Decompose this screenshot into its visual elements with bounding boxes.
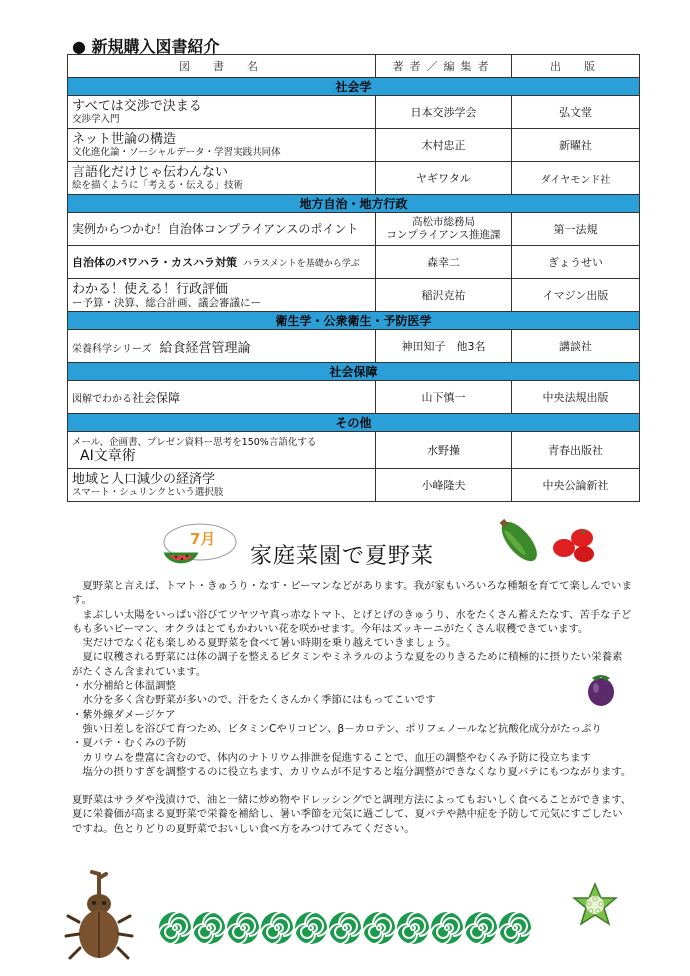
book-title: 自治体のパワハラ・カスハラ対策 bbox=[72, 256, 237, 269]
article-paragraph: 夏野菜と言えば、トマト・きゅうり・なす・ピーマンなどがあります。我が家もいろいろな種類を育てて楽しんでいます。 bbox=[72, 580, 632, 607]
book-publisher: 新曜社 bbox=[512, 129, 640, 162]
table-row bbox=[68, 469, 640, 502]
table-row bbox=[68, 432, 640, 469]
table-row bbox=[68, 381, 640, 414]
book-author: 神田知子 他3名 bbox=[376, 330, 512, 363]
book-subtitle: 交渉学入門 bbox=[72, 113, 120, 125]
book-title: ネット世論の構造 bbox=[72, 131, 177, 147]
book-title-cell bbox=[68, 129, 376, 162]
category-row bbox=[68, 414, 640, 432]
category-row bbox=[68, 363, 640, 381]
book-title-cell bbox=[68, 279, 376, 312]
book-author bbox=[376, 213, 512, 246]
book-publisher: 中央法規出版 bbox=[512, 381, 640, 414]
book-title-cell bbox=[68, 432, 376, 469]
book-author: 山下慎一 bbox=[376, 381, 512, 414]
category-label: その他 bbox=[68, 414, 640, 432]
book-subtitle: 文化進化論・ソーシャルデータ・学習実践共同体 bbox=[72, 146, 281, 158]
article-paragraph: カリウムを豊富に含むので、体内のナトリウム排泄を促進することで、血圧の調整やむくみ予防に役立ちます bbox=[72, 751, 591, 764]
book-author: 稲沢克祐 bbox=[376, 279, 512, 312]
book-series: 栄養科学シリーズ bbox=[72, 343, 152, 355]
article-spacer bbox=[72, 779, 632, 793]
book-publisher: 青春出版社 bbox=[512, 432, 640, 469]
category-row bbox=[68, 312, 640, 330]
article-paragraph: 夏野菜はサラダや浅漬けで、油と一緒に炒め物やドレッシングでと調理方法によってもおいしく食べることができます、夏に栄養価が高まる夏野菜で栄養を補給し、暑い季節を元気に過ごして、夏バテや熱中症を予防して元気にすごしたいですね。色とりどりの夏野菜でおいしい食べ方をみつけてみてください。 bbox=[72, 794, 632, 835]
article-body bbox=[72, 579, 632, 836]
eggplant-icon bbox=[584, 668, 618, 708]
book-author: 日本交渉学会 bbox=[376, 96, 512, 129]
category-label: 地方自治・地方行政 bbox=[68, 195, 640, 213]
month-label: 7月 bbox=[190, 530, 216, 548]
book-title-cell bbox=[68, 213, 376, 246]
beetle-icon bbox=[62, 868, 136, 964]
book-publisher: ダイヤモンド社 bbox=[512, 162, 640, 195]
book-title: AI文章術 bbox=[80, 447, 136, 464]
zucchini-icon bbox=[492, 514, 544, 566]
article-paragraph: 水分を多く含む野菜が多いので、汗をたくさんかく季節にはもってこいです bbox=[72, 694, 436, 707]
article-paragraph: 夏に収穫される野菜には体の調子を整えるビタミンやミネラルのような夏をのりきるために積極的に摂りたい栄養素がたくさん含まれています。 bbox=[72, 651, 623, 678]
category-label: 衛生学・公衆衛生・予防医学 bbox=[68, 312, 640, 330]
book-subtitle: ハラスメントを基礎から学ぶ bbox=[243, 259, 360, 269]
table-row bbox=[68, 213, 640, 246]
book-title-cell bbox=[68, 246, 376, 279]
category-row bbox=[68, 78, 640, 96]
book-title: わかる！使える！行政評価 bbox=[72, 281, 229, 297]
book-title: 給食経営管理論 bbox=[159, 340, 251, 356]
section-title: ● 新規購入図書紹介 bbox=[72, 37, 220, 56]
book-subtitle: メール、企画書、プレゼン資料ー思考を150%言語化する bbox=[72, 436, 317, 448]
book-title-cell bbox=[68, 381, 376, 414]
article-paragraph: ・水分補給と体温調整 bbox=[72, 680, 176, 693]
book-title-cell bbox=[68, 96, 376, 129]
book-publisher: 講談社 bbox=[512, 330, 640, 363]
tomato-icon bbox=[550, 524, 598, 564]
header-author: 著者／編集者 bbox=[376, 55, 512, 78]
header-title: 図 書 名 bbox=[68, 55, 376, 78]
book-publisher: 弘文堂 bbox=[512, 96, 640, 129]
book-subtitle: スマート・シュリンクという選択肢 bbox=[72, 486, 224, 498]
header-publisher: 出 版 bbox=[512, 55, 640, 78]
book-title: 言語化だけじゃ伝わんない bbox=[72, 164, 229, 180]
book-table bbox=[67, 54, 640, 502]
table-row bbox=[68, 279, 640, 312]
book-author: 木村忠正 bbox=[376, 129, 512, 162]
book-publisher: 第一法規 bbox=[512, 213, 640, 246]
book-author: ヤギワタル bbox=[376, 162, 512, 195]
book-author: 森幸二 bbox=[376, 246, 512, 279]
article-paragraph: 強い日差しを浴びて育つため、ビタミンCやリコピン、β－カロテン、ポリフェノールなど抗酸化成分がたっぷり bbox=[72, 722, 602, 735]
article-paragraph: 塩分の摂りすぎを調整するのに役立ちます、カリウムが不足すると塩分調整ができなくなり夏バテにもつながります。 bbox=[72, 765, 632, 778]
table-row bbox=[68, 330, 640, 363]
book-publisher: 中央公論新社 bbox=[512, 469, 640, 502]
book-author: 小峰隆夫 bbox=[376, 469, 512, 502]
article-paragraph: ・夏バテ・むくみの予防 bbox=[72, 737, 187, 750]
table-row bbox=[68, 129, 640, 162]
book-publisher: イマジン出版 bbox=[512, 279, 640, 312]
book-title: 社会保障 bbox=[132, 390, 181, 405]
book-title: 実例からつかむ！自治体コンプライアンスのポイント bbox=[72, 221, 359, 236]
table-header-row bbox=[68, 55, 640, 78]
book-title-cell bbox=[68, 469, 376, 502]
table-row bbox=[68, 246, 640, 279]
table-row bbox=[68, 96, 640, 129]
book-title: すべては交渉で決まる bbox=[72, 98, 202, 114]
article-title: 家庭菜園で夏野菜 bbox=[250, 544, 435, 569]
month-badge bbox=[160, 520, 238, 570]
category-row bbox=[68, 195, 640, 213]
book-title-cell bbox=[68, 162, 376, 195]
author-line: コンプライアンス推進課 bbox=[386, 229, 501, 241]
okra-icon bbox=[572, 882, 618, 928]
article-paragraph: まぶしい太陽をいっぱい浴びてツヤツヤ真っ赤なトマト、とげとげのきゅうり、水をたくさん蓄えたなす、苦手な子どもも多いピーマン、オクラはとてもかわいい花を咲かせます。今年はズッキーニがたくさん収穫できています。 bbox=[72, 608, 632, 635]
table-row bbox=[68, 162, 640, 195]
book-prefix: 図解でわかる bbox=[72, 393, 132, 405]
author-line: 高松市総務局 bbox=[412, 216, 475, 228]
book-author: 水野操 bbox=[376, 432, 512, 469]
book-publisher: ぎょうせい bbox=[512, 246, 640, 279]
book-title: 地域と人口減少の経済学 bbox=[72, 471, 216, 487]
book-title-cell bbox=[68, 330, 376, 363]
category-label: 社会保障 bbox=[68, 363, 640, 381]
article-paragraph: ・紫外線ダメージケア bbox=[72, 708, 176, 721]
spiral-border bbox=[158, 905, 532, 953]
book-subtitle: 絵を描くように「考える・伝える」技術 bbox=[72, 179, 244, 191]
book-subtitle: ー予算・決算、総合計画、議会審議にー bbox=[72, 296, 261, 309]
article-paragraph: 実だけでなく花も楽しめる夏野菜を食べて暑い時期を乗り越えていきましょう。 bbox=[72, 637, 457, 650]
category-label: 社会学 bbox=[68, 78, 640, 96]
